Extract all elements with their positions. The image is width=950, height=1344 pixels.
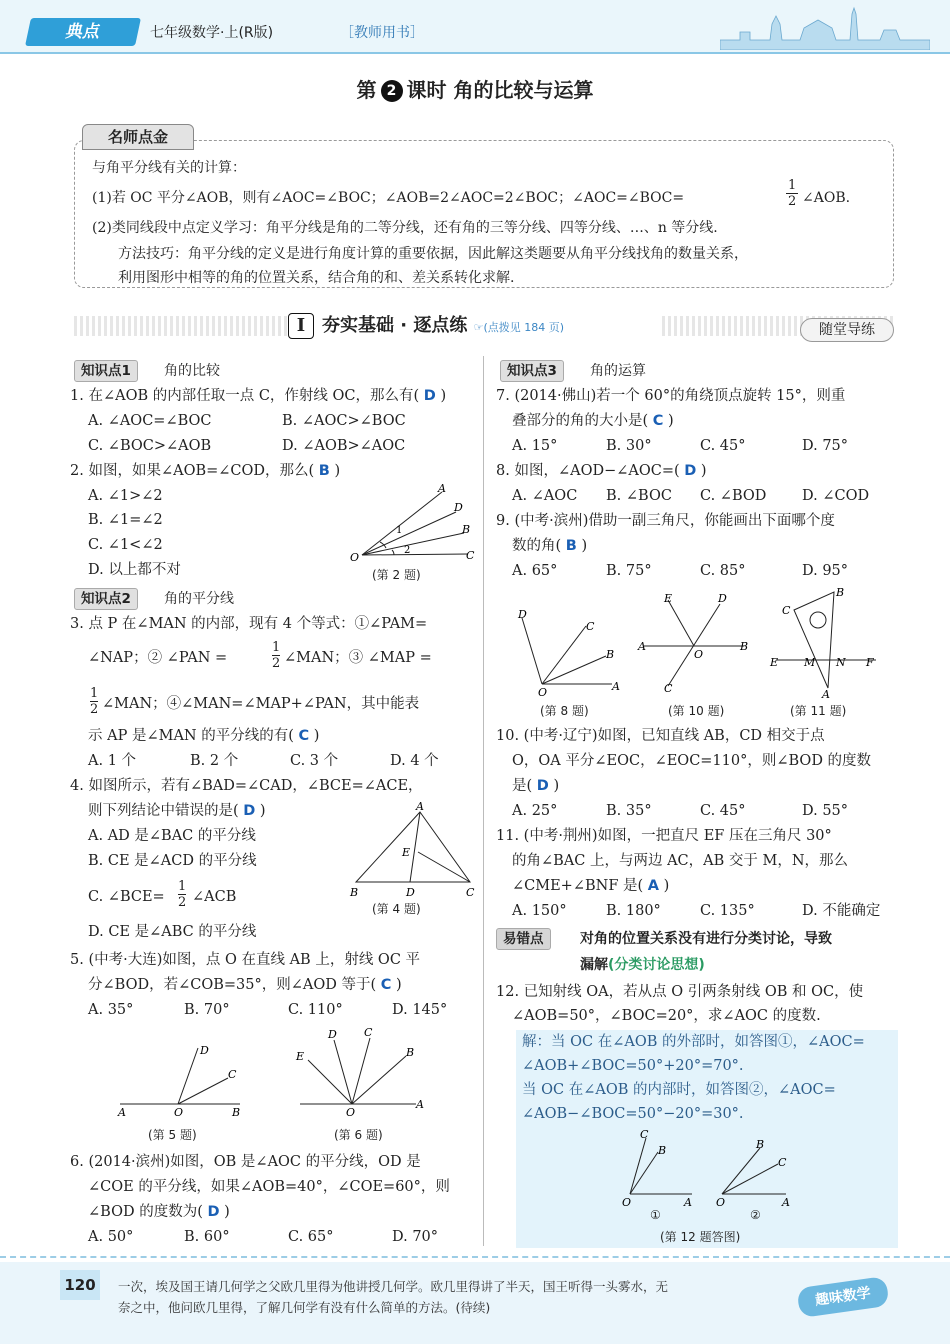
svg-text:C: C <box>782 604 791 617</box>
q3-line-4: 示 AP 是∠MAN 的平分线的有( C ) <box>88 728 320 744</box>
svg-text:E: E <box>770 656 779 669</box>
q11-line-1: 11. (中考·荆州)如图，一把直尺 EF 压在三角尺 30° <box>496 828 832 844</box>
q3-line-2b: ∠MAN；③ ∠MAP = <box>284 650 432 666</box>
svg-text:N: N <box>836 656 846 669</box>
q10-line-2: O，OA 平分∠EOC，∠EOC=110°，则∠BOD 的度数 <box>512 753 872 769</box>
svg-text:A: A <box>782 1196 790 1206</box>
city-skyline-illustration <box>720 6 930 50</box>
q11-option-b: B. 180° <box>606 903 661 919</box>
svg-text:B: B <box>740 640 749 653</box>
q10-option-a: A. 25° <box>512 803 558 819</box>
q8-option-a: A. ∠AOC <box>512 488 578 504</box>
svg-text:D: D <box>406 886 415 899</box>
q7-option-b: B. 30° <box>606 438 652 454</box>
q3-line-2: ∠NAP；② ∠PAN = <box>88 650 228 666</box>
q11-figure <box>764 584 884 700</box>
q5-figure <box>112 1036 252 1122</box>
q1-stem: 1. 在∠AOB 的内部任取一点 C，作射线 OC，那么有( D ) <box>70 388 447 404</box>
q7-line-1: 7. (2014·佛山)若一个 60°的角绕顶点旋转 15°，则重 <box>496 388 846 404</box>
tips-line-1: (1)若 OC 平分∠AOB，则有∠AOC=∠BOC；∠AOB=2∠AOC=2∠BOC；∠AOC=∠BOC= <box>92 190 685 206</box>
q10-caption: (第 10 题) <box>668 704 725 718</box>
q4-line-1: 4. 如图所示，若有∠BAD=∠CAD，∠BCE=∠ACE， <box>70 778 423 794</box>
section-title: Ⅰ 夯实基础 · 逐点练 ☞(点拨见 184 页) <box>288 310 660 342</box>
q2-option-a: A. ∠1>∠2 <box>88 488 163 504</box>
q4-fraction: 1 2 <box>178 879 187 910</box>
q6-caption: (第 6 题) <box>334 1128 383 1142</box>
q4-figure <box>342 800 482 900</box>
svg-text:A: A <box>416 800 424 813</box>
svg-text:D: D <box>718 592 727 605</box>
q3-option-d: D. 4 个 <box>390 753 439 769</box>
svg-text:B: B <box>836 586 845 599</box>
q12-answer-figures <box>610 1128 810 1206</box>
q10-option-c: C. 45° <box>700 803 746 819</box>
svg-text:1: 1 <box>396 525 403 536</box>
knowledge-point-1-text: 角的比较 <box>164 363 220 379</box>
knowledge-point-3-tag: 知识点3 <box>500 360 564 382</box>
svg-text:B: B <box>462 523 471 536</box>
q7-line-2: 叠部分的角的大小是( C ) <box>512 413 674 429</box>
q2-stem: 2. 如图，如果∠AOB=∠COD，那么( B ) <box>70 463 341 479</box>
svg-text:B: B <box>350 886 359 899</box>
q11-option-c: C. 135° <box>700 903 755 919</box>
q12-caption: (第 12 题答图) <box>660 1230 741 1244</box>
q3-fraction-2: 1 2 <box>90 686 99 717</box>
q11-line-2: 的角∠BAC 上，与两边 AC，AB 交于 M，N，那么 <box>512 853 849 869</box>
q8-option-c: C. ∠BOD <box>700 488 767 504</box>
q6-line-3: ∠BOD 的度数为( D ) <box>88 1204 230 1220</box>
q11-caption: (第 11 题) <box>790 704 847 718</box>
q3-option-a: A. 1 个 <box>88 753 137 769</box>
svg-text:A: A <box>118 1106 126 1119</box>
tips-line-3: 方法技巧：角平分线的定义是进行角度计算的重要依据，因此解这类题要从角平分线找角的数量关系， <box>118 246 748 262</box>
q7-option-d: D. 75° <box>802 438 849 454</box>
svg-text:O: O <box>716 1196 726 1206</box>
book-title: 七年级数学·上(R版) <box>150 25 274 41</box>
q9-option-c: C. 85° <box>700 563 746 579</box>
svg-text:B: B <box>232 1106 241 1119</box>
page-number: 120 <box>60 1270 100 1300</box>
q6-figure <box>290 1024 440 1122</box>
q4-option-a: A. AD 是∠BAC 的平分线 <box>88 828 256 844</box>
book-tag: ［教师用书］ <box>340 25 424 41</box>
q3-line-3: ∠MAN；④∠MAN=∠MAP+∠PAN，其中能表 <box>102 696 420 712</box>
q2-caption: (第 2 题) <box>372 568 421 582</box>
tips-line-2: (2)类同线段中点定义学习：角平分线是角的二等分线，还有角的三等分线、四等分线、…、n 等分线. <box>92 220 718 236</box>
q3-option-b: B. 2 个 <box>190 753 239 769</box>
q11-option-a: A. 150° <box>512 903 567 919</box>
svg-text:A: A <box>612 680 620 693</box>
knowledge-point-2-tag: 知识点2 <box>74 588 138 610</box>
q1-option-d: D. ∠AOB>∠AOC <box>282 438 406 454</box>
fun-math-badge: 趣味数学 <box>796 1276 889 1318</box>
svg-text:B: B <box>406 1046 415 1059</box>
svg-text:D: D <box>454 501 463 514</box>
svg-text:B: B <box>756 1138 765 1151</box>
svg-text:C: C <box>466 549 475 562</box>
q10-option-d: D. 55° <box>802 803 849 819</box>
svg-text:D: D <box>518 608 527 621</box>
lesson-title: 第 2 课时 角的比较与运算 <box>356 78 594 102</box>
svg-text:E: E <box>296 1050 305 1063</box>
tips-tab: 名师点金 <box>82 124 194 150</box>
q3-option-c: C. 3 个 <box>290 753 339 769</box>
q12-solution-line-1: 解：当 OC 在∠AOB 的外部时，如答图①，∠AOC= <box>522 1034 865 1050</box>
svg-text:O: O <box>346 1106 356 1119</box>
svg-text:C: C <box>364 1026 373 1039</box>
q8-option-b: B. ∠BOC <box>606 488 672 504</box>
tips-line-4: 利用图形中相等的角的位置关系，结合角的和、差关系转化求解. <box>118 270 515 286</box>
svg-text:O: O <box>174 1106 184 1119</box>
q2-option-b: B. ∠1=∠2 <box>88 512 163 528</box>
q5-option-c: C. 110° <box>288 1002 343 1018</box>
q2-option-d: D. 以上都不对 <box>88 562 181 578</box>
error-point-line-2: 漏解(分类讨论思想) <box>580 957 705 973</box>
svg-text:A: A <box>416 1098 424 1111</box>
error-point-tag: 易错点 <box>496 928 551 950</box>
q5-line-1: 5. (中考·大连)如图，点 O 在直线 AB 上，射线 OC 平 <box>70 952 421 968</box>
svg-text:C: C <box>586 620 595 633</box>
q3-line-1: 3. 点 P 在∠MAN 的内部，现有 4 个等式：①∠PAM= <box>70 616 428 632</box>
q12-solution-line-4: ∠AOB−∠BOC=50°−20°=30°. <box>522 1106 744 1122</box>
svg-text:O: O <box>622 1196 632 1206</box>
svg-text:O: O <box>538 686 548 699</box>
q12-solution-line-3: 当 OC 在∠AOB 的内部时，如答图②，∠AOC= <box>522 1082 836 1098</box>
q9-option-b: B. 75° <box>606 563 652 579</box>
q8-option-d: D. ∠COD <box>802 488 870 504</box>
q5-option-b: B. 70° <box>184 1002 230 1018</box>
q9-line-2: 数的角( B ) <box>512 538 588 554</box>
q1-option-b: B. ∠AOC>∠BOC <box>282 413 406 429</box>
tips-line-1-end: ∠AOB. <box>802 190 851 206</box>
q8-line-1: 8. 如图，∠AOD−∠AOC=( D ) <box>496 463 707 479</box>
q5-line-2: 分∠BOD，若∠COB=35°，则∠AOD 等于( C ) <box>88 977 402 993</box>
svg-text:C: C <box>664 682 673 695</box>
q4-option-d: D. CE 是∠ABC 的平分线 <box>88 924 257 940</box>
q1-option-a: A. ∠AOC=∠BOC <box>88 413 212 429</box>
knowledge-point-1-tag: 知识点1 <box>74 360 138 382</box>
svg-text:M: M <box>804 656 816 669</box>
q6-option-d: D. 70° <box>392 1229 439 1245</box>
q10-line-1: 10. (中考·辽宁)如图，已知直线 AB，CD 相交于点 <box>496 728 825 744</box>
lesson-number: 2 <box>381 80 403 102</box>
q12-line-1: 12. 已知射线 OA，若从点 O 引两条射线 OB 和 OC，使 <box>496 984 864 1000</box>
svg-text:C: C <box>228 1068 237 1081</box>
q4-option-b: B. CE 是∠ACD 的平分线 <box>88 853 257 869</box>
q8-caption: (第 8 题) <box>540 704 589 718</box>
section-badge: 随堂导练 <box>800 318 894 342</box>
q12-mark-1: ① <box>650 1208 661 1222</box>
error-point-line-1: 对角的位置关系没有进行分类讨论，导致 <box>580 931 832 947</box>
q6-option-c: C. 65° <box>288 1229 334 1245</box>
q6-option-b: B. 60° <box>184 1229 230 1245</box>
svg-text:A: A <box>638 640 646 653</box>
q5-option-d: D. 145° <box>392 1002 448 1018</box>
q11-option-d: D. 不能确定 <box>802 903 881 919</box>
footer-story: 一次，埃及国王请几何学之父欧几里得为他讲授几何学。欧几里得讲了半天，国王听得一头雾水，无 奈之中，他问欧几里得，了解几何学有没有什么简单的方法。(待续) <box>118 1279 669 1315</box>
q5-caption: (第 5 题) <box>148 1128 197 1142</box>
tips-heading: 与角平分线有关的计算： <box>92 160 246 176</box>
svg-text:F: F <box>866 656 874 669</box>
q5-option-a: A. 35° <box>88 1002 134 1018</box>
q1-option-c: C. ∠BOC>∠AOB <box>88 438 212 454</box>
q10-option-b: B. 35° <box>606 803 652 819</box>
q2-option-c: C. ∠1<∠2 <box>88 537 163 553</box>
q4-option-c: C. ∠BCE= <box>88 889 165 905</box>
svg-text:O: O <box>694 648 704 661</box>
svg-text:E: E <box>664 592 673 605</box>
svg-text:E: E <box>402 846 411 859</box>
q10-figure <box>632 590 756 700</box>
q4-caption: (第 4 题) <box>372 902 421 916</box>
q7-option-a: A. 15° <box>512 438 558 454</box>
tips-fraction: 1 2 <box>788 178 797 209</box>
svg-text:A: A <box>684 1196 692 1206</box>
q6-line-2: ∠COE 的平分线，如果∠AOB=40°，∠COE=60°，则 <box>88 1179 450 1195</box>
q12-line-2: ∠AOB=50°，∠BOC=20°，求∠AOC 的度数. <box>512 1008 821 1024</box>
svg-text:B: B <box>658 1144 667 1157</box>
svg-text:C: C <box>640 1128 649 1141</box>
q9-line-1: 9. (中考·滨州)借助一副三角尺，你能画出下面哪个度 <box>496 513 835 529</box>
q6-line-1: 6. (2014·滨州)如图，OB 是∠AOC 的平分线，OD 是 <box>70 1154 421 1170</box>
q12-solution-line-2: ∠AOB+∠BOC=50°+20°=70°. <box>522 1058 744 1074</box>
q7-option-c: C. 45° <box>700 438 746 454</box>
svg-text:2: 2 <box>404 545 411 556</box>
brand-logo: 典点 <box>25 18 141 46</box>
svg-text:C: C <box>466 886 475 899</box>
q9-option-a: A. 65° <box>512 563 558 579</box>
q2-figure <box>340 480 485 568</box>
q9-option-d: D. 95° <box>802 563 849 579</box>
q12-mark-2: ② <box>750 1208 761 1222</box>
svg-text:D: D <box>200 1044 209 1057</box>
knowledge-point-3-text: 角的运算 <box>590 363 646 379</box>
header-rule <box>0 52 950 54</box>
q4-line-2: 则下列结论中错误的是( D ) <box>88 803 266 819</box>
q6-option-a: A. 50° <box>88 1229 134 1245</box>
svg-text:D: D <box>328 1028 337 1041</box>
q11-line-3: ∠CME+∠BNF 是( A ) <box>512 878 670 894</box>
svg-text:A: A <box>822 688 830 700</box>
q4-option-c-end: ∠ACB <box>192 889 237 905</box>
svg-text:B: B <box>606 648 615 661</box>
svg-text:A: A <box>438 482 446 495</box>
svg-text:C: C <box>778 1156 787 1169</box>
svg-text:O: O <box>350 551 360 564</box>
q8-figure <box>506 604 626 700</box>
q10-line-3: 是( D ) <box>512 778 560 794</box>
q3-fraction-1: 1 2 <box>272 640 281 671</box>
knowledge-point-2-text: 角的平分线 <box>164 591 234 607</box>
